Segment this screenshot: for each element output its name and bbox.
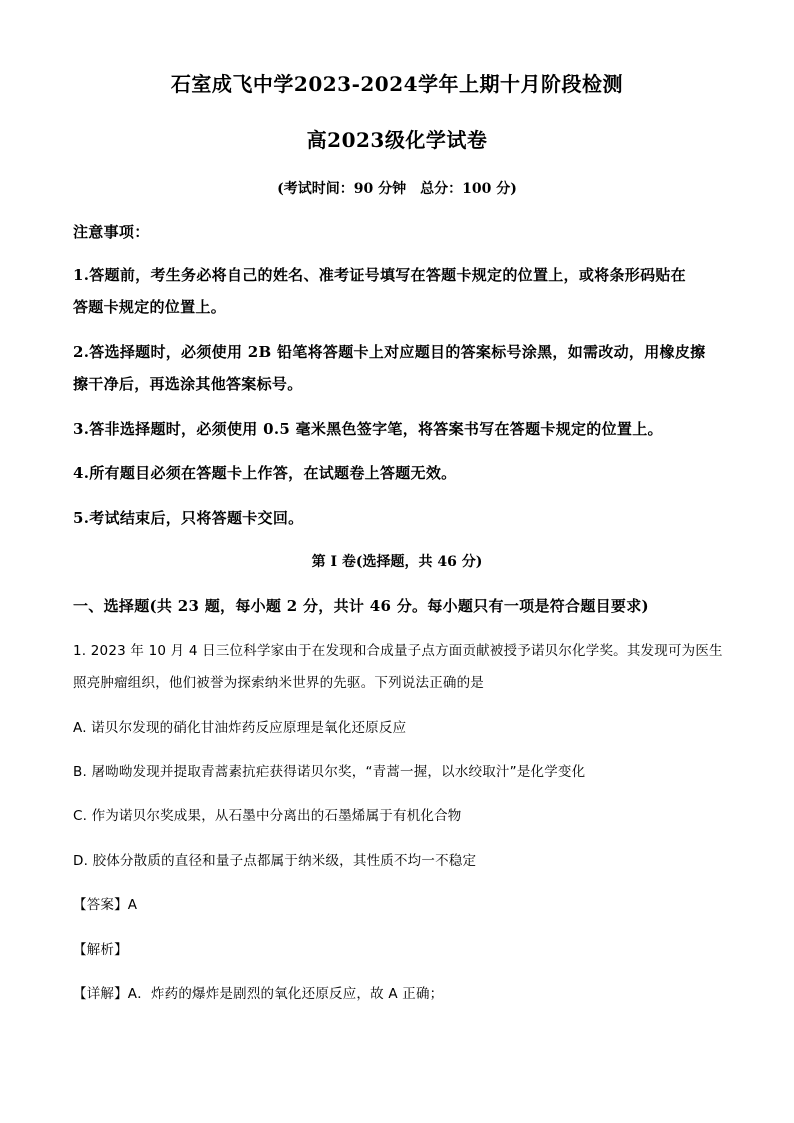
detail-line: 【详解】A．炸药的爆炸是剧烈的氧化还原反应，故 A 正确； (73, 986, 444, 1002)
notice-item-5: 5.考试结束后，只将答题卡交回。 (73, 509, 304, 527)
notice-item-2a: 2.答选择题时，必须使用 2B 铅笔将答题卡上对应题目的答案标号涂黑，如需改动，用橡皮擦 (73, 343, 706, 361)
option-d: D. 胶体分散质的直径和量子点都属于纳米级，其性质不均一不稳定 (73, 853, 477, 869)
exam-subtitle: 高2023级化学试卷 (306, 128, 488, 152)
notice-item-2b: 擦干净后，再选涂其他答案标号。 (73, 375, 303, 393)
notice-item-1a: 1.答题前，考生务必将自己的姓名、准考证号填写在答题卡规定的位置上，或将条形码贴在 (73, 266, 686, 284)
question-stem-line2: 照亮肿瘤组织，他们被誉为探索纳米世界的先驱。下列说法正确的是 (73, 675, 484, 691)
notice-item-4: 4.所有题目必须在答题卡上作答，在试题卷上答题无效。 (73, 464, 457, 482)
notice-item-1b: 答题卡规定的位置上。 (73, 298, 227, 316)
answer-line: 【答案】A (73, 897, 138, 913)
section-heading: 一、选择题(共 23 题，每小题 2 分，共计 46 分。每小题只有一项是符合题目要求) (73, 597, 649, 615)
option-c: C. 作为诺贝尔奖成果，从石墨中分离出的石墨烯属于有机化合物 (73, 808, 462, 824)
notice-heading: 注意事项： (73, 223, 150, 241)
option-b: B. 屠呦呦发现并提取青蒿素抗疟获得诺贝尔奖，“青蒿一握，以水绞取汁”是化学变化 (73, 764, 586, 780)
notice-item-3: 3.答非选择题时，必须使用 0.5 毫米黑色签字笔，将答案书写在答题卡规定的位置上。 (73, 420, 663, 438)
analysis-line: 【解析】 (73, 942, 128, 958)
option-a: A. 诺贝尔发现的硝化甘油炸药反应原理是氧化还原反应 (73, 720, 407, 736)
part1-heading: 第 I 卷(选择题，共 46 分) (311, 554, 483, 570)
exam-info: (考试时间：90 分钟 总分：100 分) (277, 181, 517, 197)
exam-title: 石室成飞中学2023-2024学年上期十月阶段检测 (170, 72, 624, 96)
question-stem-line1: 1. 2023 年 10 月 4 日三位科学家由于在发现和合成量子点方面贡献被授予诺贝尔化学奖。其发现可为医生 (73, 643, 723, 659)
